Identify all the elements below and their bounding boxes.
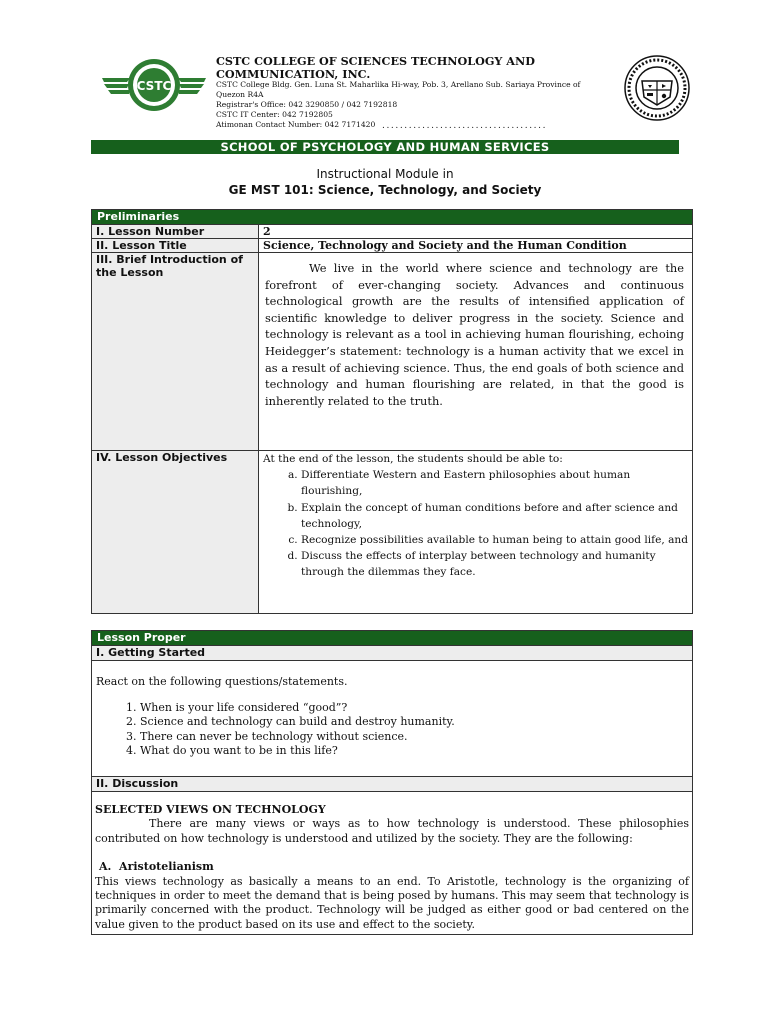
objectives-list [263,467,688,580]
question-item: 2. Science and technology can build and destroy humanity. [140,715,688,730]
lesson-title-label: II. Lesson Title [92,239,259,253]
objective-item: d. Discuss the effects of interplay between technology and humanity through the dilemmas they face. [301,548,688,580]
logo-text: CSTC [136,79,172,93]
preliminaries-heading: Preliminaries [92,210,693,225]
discussion-intro-block [95,817,689,846]
view-a-text: This views technology as basically a means to an end. To Aristotle, technology is the organizing of techniques in order to meet the demand that is being posed by humans. This may seem that technology is primarily concerned with the product. Technology will be judged as either good or bad centered on the value given to the product based on its use and effect to the society. [95,874,689,931]
seal-icon [624,55,690,121]
lesson-proper-heading: Lesson Proper [92,631,693,646]
view-a-letter: A. [99,860,112,874]
lesson-proper-table [91,630,693,935]
module-title-line1: Instructional Module in [316,167,454,181]
objectives-intro: At the end of the lesson, the students should be able to: [263,453,563,465]
question-item: 3. There can never be technology without science. [140,730,688,745]
getting-started-prompt: React on the following questions/statements. [96,675,348,688]
discussion-intro: There are many views or ways as to how technology is understood. These philosophies contributed on how technology is understood and utilized by the society. They are the following: [95,817,689,845]
header-divider-dots: ..................................... [382,121,548,131]
objectives-label: IV. Lesson Objectives [92,451,259,614]
question-item: 1. When is your life considered “good”? [140,701,688,716]
college-address: CSTC College Bldg. Gen. Luna St. Maharlika Hi-way, Pob. 3, Arellano Sub. Sariaya Province of [216,80,581,89]
view-a-heading [95,860,689,874]
intro-text-cell [259,253,693,451]
lesson-number-label: I. Lesson Number [92,225,259,239]
discussion-cell [92,792,693,935]
question-item: 4. What do you want to be in this life? [140,744,688,759]
questions-list [96,701,688,759]
it-center-phone: CSTC IT Center: 042 7192805 [216,110,333,119]
cstc-logo [100,56,208,114]
college-name: CSTC COLLEGE OF SCIENCES TECHNOLOGY AND COMMUNICATION, INC. [216,54,535,81]
discussion-heading: II. Discussion [92,777,693,792]
discussion-subtitle: SELECTED VIEWS ON TECHNOLOGY [95,803,326,816]
getting-started-heading: I. Getting Started [92,646,693,661]
intro-label: III. Brief Introduction of the Lesson [92,253,259,451]
module-title-line2: GE MST 101: Science, Technology, and Society [228,183,542,197]
registrar-phone: Registrar's Office: 042 3290850 / 042 7192818 [216,100,398,109]
college-address-region: Quezon R4A [216,90,264,99]
lesson-number-value: 2 [259,225,693,239]
objectives-cell [259,451,693,614]
view-a-title: Aristotelianism [119,860,214,874]
objective-item: a. Differentiate Western and Eastern philosophies about human flourishing, [301,467,688,499]
atimonan-phone: Atimonan Contact Number: 042 7171420 [216,120,376,129]
getting-started-cell [92,661,693,777]
module-title [91,166,679,198]
intro-text: We live in the world where science and technology are the forefront of ever-changing society. Advances and continuous technological growth are the results of intensified application of scientific knowledge to deliver progress in the society. Science and technology is relevant as a tool in achieving human flourishing, echoing Heidegger’s statement: technology is a human activity that we excel in as a result of achieving science. Thus, the end goals of both science and technology and human flourishing are related, in that the good is inherently related to the truth. [265,261,684,408]
objective-item: b. Explain the concept of human conditions before and after science and technology, [301,500,688,532]
objective-item: c. Recognize possibilities available to human being to attain good life, and [301,532,688,548]
preliminaries-table [91,209,693,614]
school-banner: SCHOOL OF PSYCHOLOGY AND HUMAN SERVICES [91,140,679,154]
lesson-title-value: Science, Technology and Society and the Human Condition [259,239,693,253]
